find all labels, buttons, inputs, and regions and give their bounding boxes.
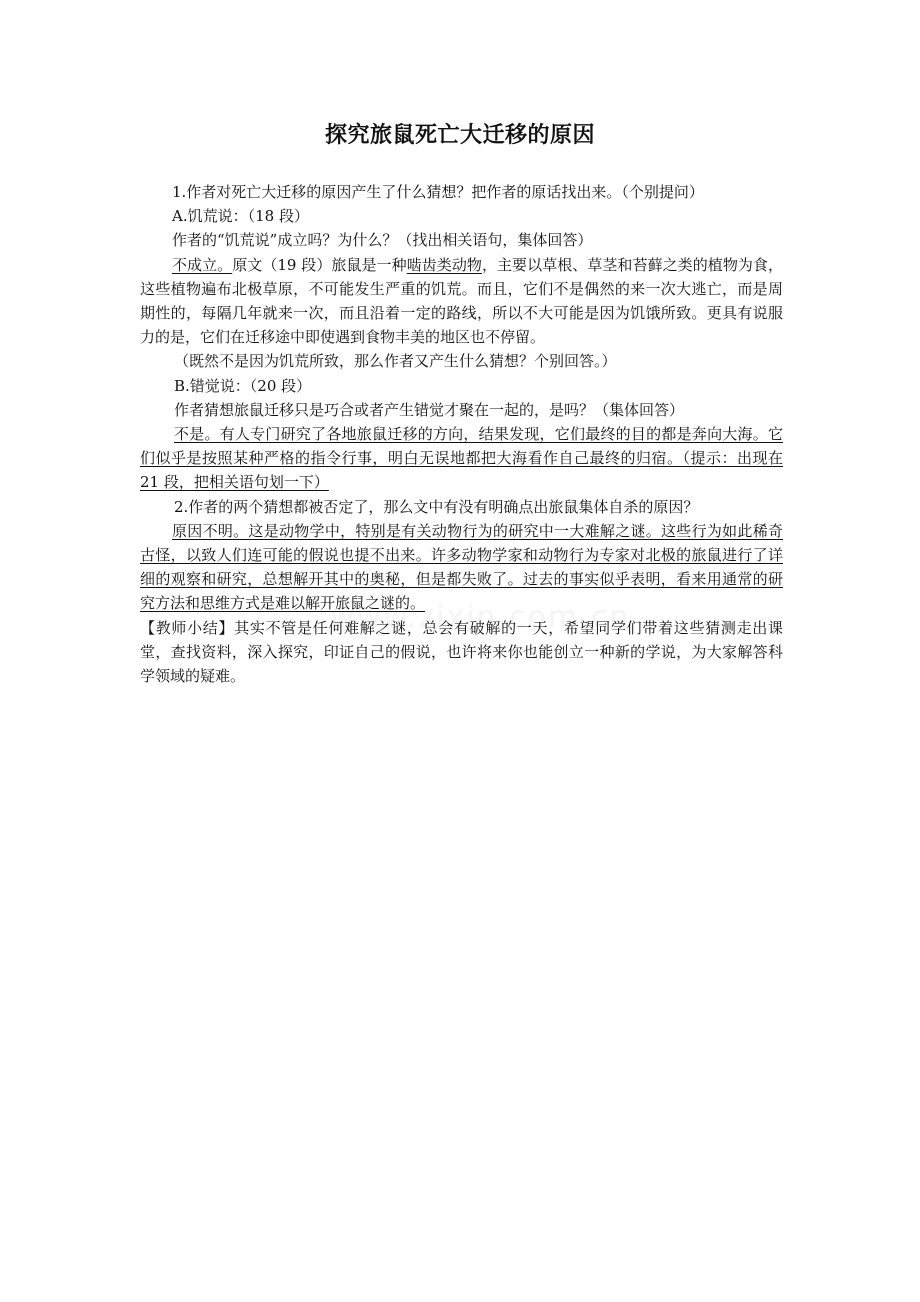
teacher-summary bbox=[140, 616, 783, 689]
summary-label: 【教师小结】 bbox=[140, 618, 235, 637]
answer-2-text: 原因不明。这是动物学中，特别是有关动物行为的研究中一大难解之谜。这些行为如此稀奇古怪，以致人们连可能的假说也提不出来。许多动物学家和动物行为专家对北极的旅鼠进行了详细的观察和研究，总想解开其中的奥秘，但是都失败了。过去的事实似乎表明，看来用通常的研究方法和思维方式是难以解开旅鼠之谜的。 bbox=[140, 521, 783, 613]
answer-a-text-2: ，主要以草根、草茎和苔藓之类的植物为食，这些植物遍布北极草原，不可能发生严重的饥荒。而且，它们不是偶然的来一次大逃亡，而是周期性的，每隔几年就来一次，而且沿着一定的路线，所以不大可能是因为饥饿所致。更具有说服力的是，它们在迁移途中即使遇到食物丰美的地区也不停留。 bbox=[140, 255, 783, 347]
section-a-answer bbox=[140, 253, 783, 350]
section-b-label: B.错觉说：（20 段） bbox=[174, 376, 312, 395]
question-1: 1.作者对死亡大迁移的原因产生了什么猜想？把作者的原话找出来。（个别提问） bbox=[172, 183, 704, 201]
document-body bbox=[140, 180, 783, 688]
question-2: 2.作者的两个猜想都被否定了，那么文中有没有明确点出旅鼠集体自杀的原因？ bbox=[174, 497, 699, 516]
transition-prompt: （既然不是因为饥荒所致，那么作者又产生什么猜想？个别回答。） bbox=[174, 352, 617, 371]
section-a-question: 作者的“饥荒说”成立吗？为什么？（找出相关语句，集体回答） bbox=[172, 231, 593, 250]
section-a-label: A.饥荒说：（18 段） bbox=[172, 207, 309, 226]
summary-text: 其实不管是任何难解之谜，总会有破解的一天，希望同学们带着这些猜测走出课堂，查找资料，深入探究，印证自己的假说，也许将来你也能创立一种新的学说，为大家解答科学领域的疑难。 bbox=[140, 618, 783, 686]
question-2-answer bbox=[140, 519, 783, 616]
section-b-answer bbox=[140, 422, 783, 495]
answer-a-text-1: 原文（19 段）旅鼠是一种 bbox=[232, 255, 407, 274]
answer-a-highlight: 啮齿类动物 bbox=[406, 255, 482, 274]
page-title: 探究旅鼠死亡大迁移的原因 bbox=[324, 123, 595, 148]
answer-a-verdict: 不成立。 bbox=[172, 255, 233, 274]
section-b-question: 作者猜想旅鼠迁移只是巧合或者产生错觉才聚在一起的，是吗？（集体回答） bbox=[174, 400, 685, 419]
answer-b-text: 不是。有人专门研究了各地旅鼠迁移的方向，结果发现，它们最终的目的都是奔向大海。它们似乎是按照某种严格的指令行事，明白无误地都把大海看作自己最终的归宿。（提示：出现在 21 段，把相关语句划一下） bbox=[140, 425, 783, 492]
